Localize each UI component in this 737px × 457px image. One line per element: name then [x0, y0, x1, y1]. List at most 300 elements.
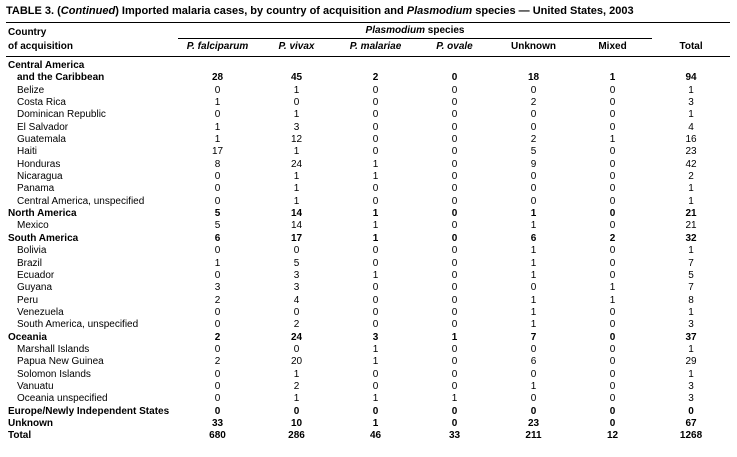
cell: 29	[685, 356, 697, 368]
cell: 1	[214, 134, 221, 146]
cell: 2	[214, 294, 221, 306]
cell: 16	[685, 134, 697, 146]
cell: 0	[293, 97, 300, 109]
cell: 0	[451, 220, 458, 232]
table-row	[6, 183, 730, 195]
column-header-total: Total	[652, 39, 730, 57]
cell: 1	[293, 393, 300, 405]
cell: 1	[688, 183, 694, 195]
table-body	[6, 57, 730, 443]
cell: 0	[372, 257, 379, 269]
row-label: and the Caribbean	[17, 72, 105, 84]
cell: 1	[688, 245, 694, 257]
cell: 1	[530, 208, 537, 220]
cell: 3	[688, 97, 694, 109]
table-row	[6, 134, 730, 146]
cell: 1	[530, 294, 537, 306]
table-row	[6, 208, 730, 220]
cell: 6	[530, 232, 537, 244]
species-group-header	[178, 23, 652, 39]
row-label: Total	[8, 430, 32, 442]
cell: 1	[293, 368, 300, 380]
table-row	[6, 282, 730, 294]
table-row	[6, 319, 730, 331]
cell: 1	[293, 171, 300, 183]
cell: 3	[372, 331, 379, 343]
cell: 0	[451, 368, 458, 380]
species-group-rest: species	[425, 25, 465, 36]
cell: 3	[688, 393, 694, 405]
cell: 3	[293, 282, 300, 294]
row-label: Guatemala	[17, 134, 66, 146]
row-label: Solomon Islands	[17, 368, 91, 380]
cell: 0	[530, 405, 537, 417]
column-header-falciparum: P. falciparum	[178, 39, 257, 57]
cell: 0	[451, 380, 458, 392]
cell: 3	[293, 121, 300, 133]
table-title	[6, 5, 730, 18]
cell: 0	[214, 368, 221, 380]
header-spacer	[652, 23, 730, 39]
cell: 0	[372, 245, 379, 257]
cell: 67	[685, 417, 697, 429]
table-row	[6, 109, 730, 121]
cell: 0	[451, 405, 458, 417]
cell: 0	[214, 245, 221, 257]
row-label: Honduras	[17, 158, 61, 170]
cell: 0	[451, 109, 458, 121]
row-label: Dominican Republic	[17, 109, 106, 121]
row-label: Central America	[8, 60, 85, 71]
row-label: Oceania unspecified	[17, 393, 108, 405]
cell: 5	[530, 146, 537, 158]
table-row	[6, 295, 730, 307]
cell: 1	[609, 134, 616, 146]
country-header-line2: of acquisition	[6, 39, 178, 57]
row-label: Belize	[17, 84, 45, 96]
cell: 211	[525, 430, 542, 442]
cell: 1	[451, 393, 458, 405]
cell: 0	[451, 232, 458, 244]
cell	[494, 57, 573, 73]
cell: 0	[451, 356, 458, 368]
cell: 0	[214, 306, 221, 318]
cell: 7	[688, 257, 694, 269]
cell: 1	[609, 72, 616, 84]
cell: 0	[530, 393, 537, 405]
cell: 2	[293, 380, 300, 392]
column-header-vivax: P. vivax	[257, 39, 336, 57]
cell: 0	[372, 282, 379, 294]
cell: 1	[293, 109, 300, 121]
cell: 1	[530, 257, 537, 269]
table-row	[6, 146, 730, 158]
cell: 2	[293, 319, 300, 331]
column-header-malariae: P. malariae	[336, 39, 415, 57]
cell: 1	[688, 195, 694, 207]
table-row	[6, 369, 730, 381]
cell: 0	[372, 195, 379, 207]
row-label: Haiti	[17, 146, 38, 158]
cell: 24	[290, 158, 303, 170]
cell: 0	[530, 195, 537, 207]
cell: 0	[451, 84, 458, 96]
cell: 0	[609, 393, 616, 405]
cell: 21	[685, 208, 697, 220]
cell: 0	[609, 183, 616, 195]
cell: 0	[214, 109, 221, 121]
cell: 0	[688, 405, 694, 417]
cell: 1	[372, 208, 379, 220]
cell: 5	[688, 269, 694, 281]
cell: 45	[290, 72, 303, 84]
cell: 0	[293, 306, 300, 318]
table-row	[6, 220, 730, 232]
cell: 0	[372, 84, 379, 96]
cell: 2	[530, 134, 537, 146]
cell: 0	[372, 183, 379, 195]
cell: 0	[609, 195, 616, 207]
cell: 1	[688, 109, 694, 121]
header-group-row	[6, 23, 730, 39]
cell: 1	[372, 269, 379, 281]
row-label: Oceania	[8, 331, 47, 343]
table-row	[6, 258, 730, 270]
cell: 0	[609, 208, 616, 220]
cell: 0	[609, 343, 616, 355]
cell: 0	[451, 195, 458, 207]
cell: 0	[609, 319, 616, 331]
cell: 0	[372, 109, 379, 121]
cell: 0	[609, 109, 616, 121]
cell: 12	[606, 430, 619, 442]
cell: 0	[609, 417, 616, 429]
cell	[257, 57, 336, 73]
row-label: Europe/Newly Independent States	[8, 405, 170, 417]
cell: 0	[451, 319, 458, 331]
cell: 0	[214, 195, 221, 207]
cell: 42	[685, 158, 697, 170]
cell: 23	[685, 146, 697, 158]
cell: 1	[609, 282, 616, 294]
cell: 1	[372, 393, 379, 405]
cell: 0	[214, 183, 221, 195]
cell: 1	[372, 171, 379, 183]
row-label: South America, unspecified	[17, 319, 139, 331]
table-row	[6, 196, 730, 208]
cell: 286	[288, 430, 305, 442]
cell: 0	[372, 380, 379, 392]
cell: 0	[609, 97, 616, 109]
cell	[573, 57, 652, 73]
cell: 0	[451, 97, 458, 109]
cell: 1	[530, 306, 537, 318]
row-label: Mexico	[17, 220, 49, 232]
table-row	[6, 307, 730, 319]
cell: 6	[214, 232, 221, 244]
cell: 0	[372, 319, 379, 331]
cell: 0	[609, 84, 616, 96]
cell: 0	[530, 368, 537, 380]
country-header-line1: Country	[8, 26, 47, 38]
row-label: Nicaragua	[17, 171, 63, 183]
cell: 0	[451, 158, 458, 170]
cell: 0	[451, 183, 458, 195]
cell	[415, 57, 494, 73]
cell: 2	[688, 171, 694, 183]
row-label: Papua New Guinea	[17, 356, 104, 368]
row-label: Guyana	[17, 282, 53, 294]
table-row	[6, 122, 730, 134]
cell: 10	[290, 417, 303, 429]
cell: 2	[609, 232, 616, 244]
row-label: Panama	[17, 183, 55, 195]
table-row	[6, 57, 730, 73]
cell: 1	[530, 380, 537, 392]
cell: 0	[530, 282, 537, 294]
cell: 5	[214, 220, 221, 232]
table-row	[6, 356, 730, 368]
cell: 0	[293, 405, 300, 417]
cell: 1	[688, 343, 694, 355]
cell: 0	[451, 282, 458, 294]
cell: 8	[214, 158, 221, 170]
cell: 23	[527, 417, 540, 429]
cell: 0	[372, 306, 379, 318]
cell: 8	[688, 294, 694, 306]
header-columns-row	[6, 39, 730, 57]
cell: 0	[451, 294, 458, 306]
cell: 14	[290, 208, 303, 220]
table-row	[6, 270, 730, 282]
row-label: Unknown	[8, 417, 53, 429]
cell: 0	[451, 121, 458, 133]
cell: 0	[609, 306, 616, 318]
cell: 5	[293, 257, 300, 269]
cell: 0	[530, 84, 537, 96]
row-label: Venezuela	[17, 306, 64, 318]
cell: 0	[451, 343, 458, 355]
cell: 1	[293, 84, 300, 96]
row-label: Peru	[17, 294, 39, 306]
row-label: Brazil	[17, 257, 43, 269]
species-group-italic: Plasmodium	[365, 25, 426, 36]
cell: 0	[609, 368, 616, 380]
cell: 3	[688, 380, 694, 392]
cell: 0	[609, 245, 616, 257]
cell: 0	[609, 405, 616, 417]
cell: 0	[609, 171, 616, 183]
cell: 0	[530, 171, 537, 183]
cell: 3	[214, 282, 221, 294]
cell: 1	[293, 146, 300, 158]
column-header-ovale: P. ovale	[415, 39, 494, 57]
cell: 2	[530, 97, 537, 109]
cell: 1	[609, 294, 616, 306]
table-row	[6, 430, 730, 442]
cell: 28	[211, 72, 224, 84]
cell: 1	[372, 417, 379, 429]
row-label: El Salvador	[17, 121, 69, 133]
cell: 14	[290, 220, 303, 232]
cell: 0	[214, 393, 221, 405]
cell: 3	[293, 269, 300, 281]
cell: 0	[372, 368, 379, 380]
cell: 37	[685, 331, 697, 343]
cell: 0	[609, 158, 616, 170]
title-continued: Continued	[60, 5, 116, 17]
cell: 0	[372, 134, 379, 146]
cell: 1	[372, 356, 379, 368]
title-part2: ) Imported malaria cases, by country of acquisition and	[115, 5, 407, 17]
cell: 0	[214, 405, 221, 417]
cell: 1	[214, 257, 221, 269]
cell: 0	[372, 121, 379, 133]
cell: 0	[609, 220, 616, 232]
cell: 32	[685, 232, 697, 244]
cell: 12	[290, 134, 303, 146]
table-row	[6, 171, 730, 183]
cell: 0	[530, 343, 537, 355]
cell: 1	[372, 220, 379, 232]
title-part3: species — United States, 2003	[472, 5, 634, 17]
title-part1: TABLE 3. (	[6, 5, 61, 17]
cell: 1	[372, 343, 379, 355]
cell: 1	[688, 368, 694, 380]
cell: 6	[530, 356, 537, 368]
table-row	[6, 245, 730, 257]
cell: 21	[685, 220, 697, 232]
cell: 0	[530, 121, 537, 133]
cell: 9	[530, 158, 537, 170]
cell: 1	[293, 195, 300, 207]
cell: 0	[530, 109, 537, 121]
cell: 0	[214, 171, 221, 183]
cell: 4	[688, 121, 694, 133]
cell: 0	[609, 356, 616, 368]
cell: 0	[609, 331, 616, 343]
cell: 1268	[679, 430, 703, 442]
cell: 1	[530, 220, 537, 232]
cell: 1	[688, 306, 694, 318]
cell: 2	[214, 356, 221, 368]
cell: 17	[290, 232, 303, 244]
malaria-cases-table	[6, 22, 730, 443]
cell: 0	[372, 294, 379, 306]
table-row	[6, 381, 730, 393]
cell: 0	[214, 343, 221, 355]
cell: 1	[214, 121, 221, 133]
cell: 0	[372, 405, 379, 417]
cell: 46	[369, 430, 382, 442]
table-row	[6, 72, 730, 84]
cell: 0	[609, 146, 616, 158]
table-row	[6, 97, 730, 109]
cell: 0	[609, 269, 616, 281]
cell: 18	[527, 72, 540, 84]
cell: 0	[214, 380, 221, 392]
cell: 7	[530, 331, 537, 343]
cell: 0	[451, 72, 458, 84]
cell: 1	[530, 245, 537, 257]
cell: 0	[451, 171, 458, 183]
cell: 0	[451, 245, 458, 257]
cell: 2	[214, 331, 221, 343]
column-header-mixed: Mixed	[573, 39, 652, 57]
cell: 0	[372, 97, 379, 109]
cell: 1	[372, 232, 379, 244]
row-label: Vanuatu	[17, 380, 54, 392]
cell	[652, 57, 730, 73]
cell: 1	[293, 183, 300, 195]
cell: 0	[293, 343, 300, 355]
cell: 0	[451, 257, 458, 269]
cell: 0	[214, 269, 221, 281]
table-row	[6, 233, 730, 245]
cell: 0	[214, 319, 221, 331]
cell: 1	[372, 158, 379, 170]
cell: 3	[688, 319, 694, 331]
row-label: South America	[8, 232, 79, 244]
table-row	[6, 406, 730, 418]
cell: 0	[451, 306, 458, 318]
row-label: Costa Rica	[17, 97, 66, 109]
cell: 1	[688, 84, 694, 96]
row-label: Ecuador	[17, 269, 55, 281]
table-row	[6, 393, 730, 405]
cell: 1	[451, 331, 458, 343]
cell: 1	[530, 319, 537, 331]
table-row	[6, 85, 730, 97]
cell: 2	[372, 72, 379, 84]
cell	[336, 57, 415, 73]
cell: 0	[214, 84, 221, 96]
cell: 17	[211, 146, 224, 158]
cell: 33	[211, 417, 224, 429]
cell: 5	[214, 208, 221, 220]
cell: 1	[214, 97, 221, 109]
cell: 94	[685, 72, 697, 84]
table-row	[6, 159, 730, 171]
cell: 24	[290, 331, 303, 343]
cell: 0	[451, 146, 458, 158]
cell: 0	[293, 245, 300, 257]
cell: 33	[448, 430, 461, 442]
cell: 0	[451, 269, 458, 281]
cell: 0	[530, 183, 537, 195]
cell	[178, 57, 257, 73]
cell: 0	[451, 134, 458, 146]
row-label: North America	[8, 208, 77, 220]
cell: 0	[609, 380, 616, 392]
cell: 0	[451, 417, 458, 429]
row-label: Bolivia	[17, 245, 47, 257]
cell: 7	[688, 282, 694, 294]
row-label: Marshall Islands	[17, 343, 90, 355]
table-row	[6, 418, 730, 430]
table-header	[6, 23, 730, 57]
cell: 0	[372, 146, 379, 158]
column-header-unknown: Unknown	[494, 39, 573, 57]
cell: 0	[451, 208, 458, 220]
title-plasmodium: Plasmodium	[406, 5, 473, 17]
table-row	[6, 344, 730, 356]
cell: 0	[609, 257, 616, 269]
table-row	[6, 332, 730, 344]
cell: 20	[290, 356, 303, 368]
cell: 0	[609, 121, 616, 133]
cell: 680	[209, 430, 226, 442]
